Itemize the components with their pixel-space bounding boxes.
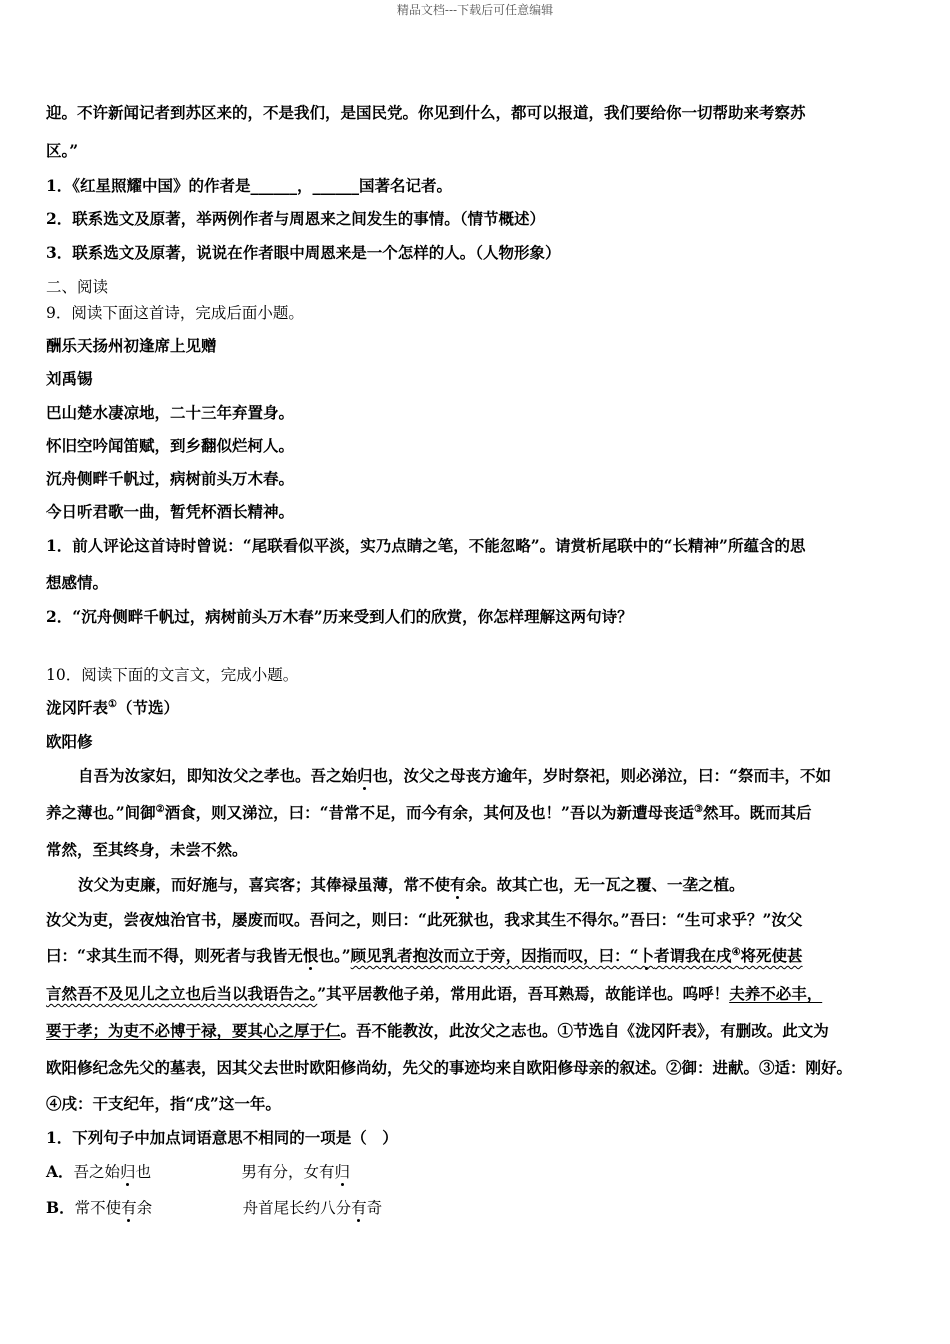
prose-line: 养之薄也。”间御②酒食，则又涕泣，曰：“昔常不足，而今有余，其何及也！”吾以为新遭母丧适③然耳。既而其后 <box>46 803 812 822</box>
underlined-passage: 顾见乳者抱汝而立于旁，因指而叹，曰：“卜者谓我在戌④将死使甚 <box>350 946 803 965</box>
poem-line: 怀旧空吟闻笛赋，到乡翻似烂柯人。 <box>46 436 295 455</box>
prose-line: 汝父为吏廉，而好施与，喜宾客；其俸禄虽薄，常不使有余。故其亡也，无一瓦之覆、一垄之植。 <box>78 875 745 894</box>
underlined-passage: 言然吾不及见儿之立也后当以我语告之。 <box>46 984 318 1003</box>
dotted-word: 归 <box>357 766 373 785</box>
prose-title-text: 泷冈阡表 <box>46 698 109 717</box>
question-10-1: 1．下列句子中加点词语意思不相同的一项是（ ） <box>46 1128 398 1147</box>
prose-line: 常然，至其终身，未尝不然。 <box>46 840 248 859</box>
dotted-word: 有 <box>351 1199 367 1217</box>
prose-line: 言然吾不及见儿之立也后当以我语告之。”其平居教他子弟，常用此语，吾耳熟焉，故能详也。呜呼！夫养不必丰， <box>46 984 823 1003</box>
option-label: A． <box>46 1162 74 1181</box>
prose-note: ④戌：干支纪年，指“戌”这一年。 <box>46 1094 281 1113</box>
footnote-mark: ② <box>155 804 165 815</box>
dotted-word: 归 <box>120 1163 136 1181</box>
prose-title <box>46 696 179 718</box>
option-left: 吾之始归也 <box>73 1163 152 1181</box>
poem-line: 今日听君歌一曲，暂凭杯酒长精神。 <box>46 502 295 521</box>
dotted-word: 恨 <box>302 946 319 965</box>
dotted-word: 卜 <box>638 946 655 965</box>
question-3: 3．联系选文及原著，说说在作者眼中周恩来是一个怎样的人。（人物形象） <box>46 243 561 262</box>
option-b <box>46 1196 382 1218</box>
prose-line: 汝父为吏，尝夜烛治官书，屡废而叹。吾问之，则曰：“此死狱也，我求其生不得尔。”吾曰：“生可求乎？”汝父 <box>46 910 803 929</box>
prose-line: 曰：“求其生而不得，则死者与我皆无恨也。”顾见乳者抱汝而立于旁，因指而叹，曰：“卜者谓我在戌④将死使甚 <box>46 946 803 965</box>
page-header: 精品文档---下载后可任意编辑 <box>396 3 554 17</box>
prose-author: 欧阳修 <box>46 732 93 751</box>
dotted-word: 有 <box>121 1199 137 1217</box>
section-heading: 二、阅读 <box>46 278 109 296</box>
prose-line: 自吾为汝家妇，即知汝父之孝也。吾之始归也，汝父之母丧方逾年，岁时祭祀，则必涕泣，曰：“祭而丰，不如 <box>78 766 831 785</box>
question-9-1: 1．前人评论这首诗时曾说：“尾联看似平淡，实乃点睛之笔，不能忽略”。请赏析尾联中的“长精神”所蕴含的思 <box>46 536 806 555</box>
footnote-mark: ① <box>108 699 117 710</box>
dotted-word: 有 <box>450 875 466 894</box>
option-a <box>46 1160 350 1182</box>
poem-author: 刘禹锡 <box>46 369 93 388</box>
paragraph-line: 区。” <box>46 141 79 160</box>
question-9: 9．阅读下面这首诗，完成后面小题。 <box>46 304 304 322</box>
prose-line: 要于孝；为吏不必博于禄，要其心之厚于仁。吾不能教汝，此汝父之志也。①节选自《泷冈阡表》，有删改。此文为 <box>46 1021 829 1040</box>
underlined-passage: 夫养不必丰， <box>729 984 823 1003</box>
prose-title-note: （节选） <box>116 698 179 717</box>
paragraph-line: 迎。不许新闻记者到苏区来的，不是我们，是国民党。你见到什么，都可以报道，我们要给你一切帮助来考察苏 <box>46 103 806 122</box>
question-9-1-cont: 想感情。 <box>46 573 109 592</box>
footnote-mark: ③ <box>693 804 703 815</box>
option-right: 舟首尾长约八分有奇 <box>242 1199 383 1217</box>
option-label: B． <box>46 1198 75 1217</box>
question-1: 1．《红星照耀中国》的作者是______，______国著名记者。 <box>46 176 453 195</box>
question-9-2: 2．“沉舟侧畔千帆过，病树前头万木春”历来受到人们的欣赏，你怎样理解这两句诗？ <box>46 607 633 626</box>
footnote-mark: ④ <box>731 947 741 958</box>
question-2: 2．联系选文及原著，举两例作者与周恩来之间发生的事情。（情节概述） <box>46 209 546 228</box>
question-10: 10．阅读下面的文言文，完成小题。 <box>46 666 299 684</box>
option-left: 常不使有余 <box>74 1199 153 1217</box>
underlined-passage: 要于孝；为吏不必博于禄，要其心之厚于仁 <box>46 1021 341 1040</box>
option-right: 男有分，女有归 <box>241 1163 351 1181</box>
poem-line: 沉舟侧畔千帆过，病树前头万木春。 <box>46 469 295 488</box>
dotted-word: 归 <box>334 1163 351 1181</box>
poem-line: 巴山楚水凄凉地，二十三年弃置身。 <box>46 403 295 422</box>
poem-title: 酬乐天扬州初逢席上见赠 <box>46 336 217 355</box>
prose-note: 欧阳修纪念先父的墓表，因其父去世时欧阳修尚幼，先父的事迹均来自欧阳修母亲的叙述。②御：进献。③适：刚好。 <box>46 1058 853 1077</box>
